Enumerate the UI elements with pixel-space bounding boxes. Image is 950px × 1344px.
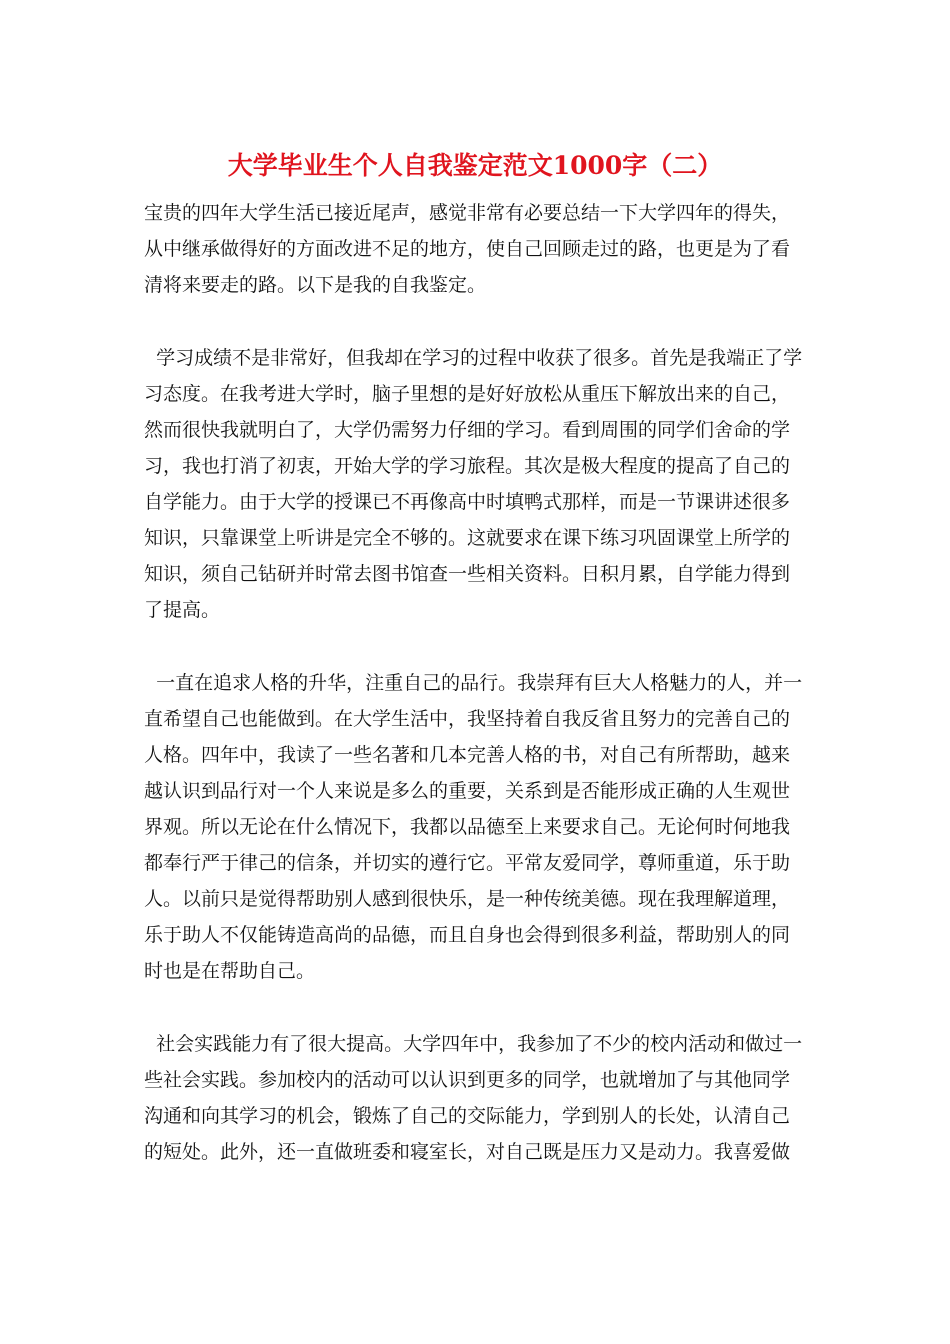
text-line: 都奉行严于律己的信条，并切实的遵行它。平常友爱同学，尊师重道，乐于助	[144, 852, 791, 874]
paragraph	[144, 665, 809, 989]
text-line: 知识，只靠课堂上听讲是完全不够的。这就要求在课下练习巩固课堂上所学的	[144, 527, 791, 549]
text-line: 一直在追求人格的升华，注重自己的品行。我崇拜有巨大人格魅力的人，并一	[144, 672, 803, 694]
paragraph-gap	[144, 989, 809, 1026]
document-body	[144, 195, 809, 1170]
text-line: 知识，须自己钻研并时常去图书馆查一些相关资料。日积月累，自学能力得到	[144, 563, 791, 585]
text-line: 习，我也打消了初衷，开始大学的学习旅程。其次是极大程度的提高了自己的	[144, 455, 791, 477]
text-line: 然而很快我就明白了，大学仍需努力仔细的学习。看到周围的同学们舍命的学	[144, 419, 791, 441]
paragraph	[144, 340, 809, 628]
text-line: 乐于助人不仅能铸造高尚的品德，而且自身也会得到很多利益，帮助别人的同	[144, 924, 791, 946]
text-line: 界观。所以无论在什么情况下，我都以品德至上来要求自己。无论何时何地我	[144, 816, 791, 838]
text-line: 清将来要走的路。以下是我的自我鉴定。	[144, 274, 487, 296]
text-line: 习态度。在我考进大学时，脑子里想的是好好放松从重压下解放出来的自己，	[144, 383, 791, 405]
text-line: 越认识到品行对一个人来说是多么的重要，关系到是否能形成正确的人生观世	[144, 780, 791, 802]
paragraph	[144, 1026, 809, 1170]
paragraph-gap	[144, 628, 809, 665]
paragraph	[144, 195, 809, 303]
text-line: 时也是在帮助自己。	[144, 960, 316, 982]
text-line: 沟通和向其学习的机会，锻炼了自己的交际能力，学到别人的长处，认清自己	[144, 1105, 791, 1127]
text-line: 学习成绩不是非常好，但我却在学习的过程中收获了很多。首先是我端正了学	[144, 347, 803, 369]
text-line: 人格。四年中，我读了一些名著和几本完善人格的书，对自己有所帮助，越来	[144, 744, 791, 766]
text-line: 自学能力。由于大学的授课已不再像高中时填鸭式那样，而是一节课讲述很多	[144, 491, 791, 513]
text-line: 直希望自己也能做到。在大学生活中，我坚持着自我反省且努力的完善自己的	[144, 708, 791, 730]
text-line: 宝贵的四年大学生活已接近尾声，感觉非常有必要总结一下大学四年的得失，	[144, 202, 791, 224]
text-line: 从中继承做得好的方面改进不足的地方，使自己回顾走过的路，也更是为了看	[144, 238, 791, 260]
text-line: 社会实践能力有了很大提高。大学四年中，我参加了不少的校内活动和做过一	[144, 1033, 803, 1055]
text-line: 的短处。此外，还一直做班委和寝室长，对自己既是压力又是动力。我喜爱做	[144, 1141, 791, 1163]
text-line: 了提高。	[144, 599, 221, 621]
document-title: 大学毕业生个人自我鉴定范文1000字（二）	[227, 151, 723, 180]
paragraph-gap	[144, 303, 809, 340]
text-line: 人。以前只是觉得帮助别人感到很快乐，是一种传统美德。现在我理解道理，	[144, 888, 791, 910]
text-line: 些社会实践。参加校内的活动可以认识到更多的同学，也就增加了与其他同学	[144, 1069, 791, 1091]
